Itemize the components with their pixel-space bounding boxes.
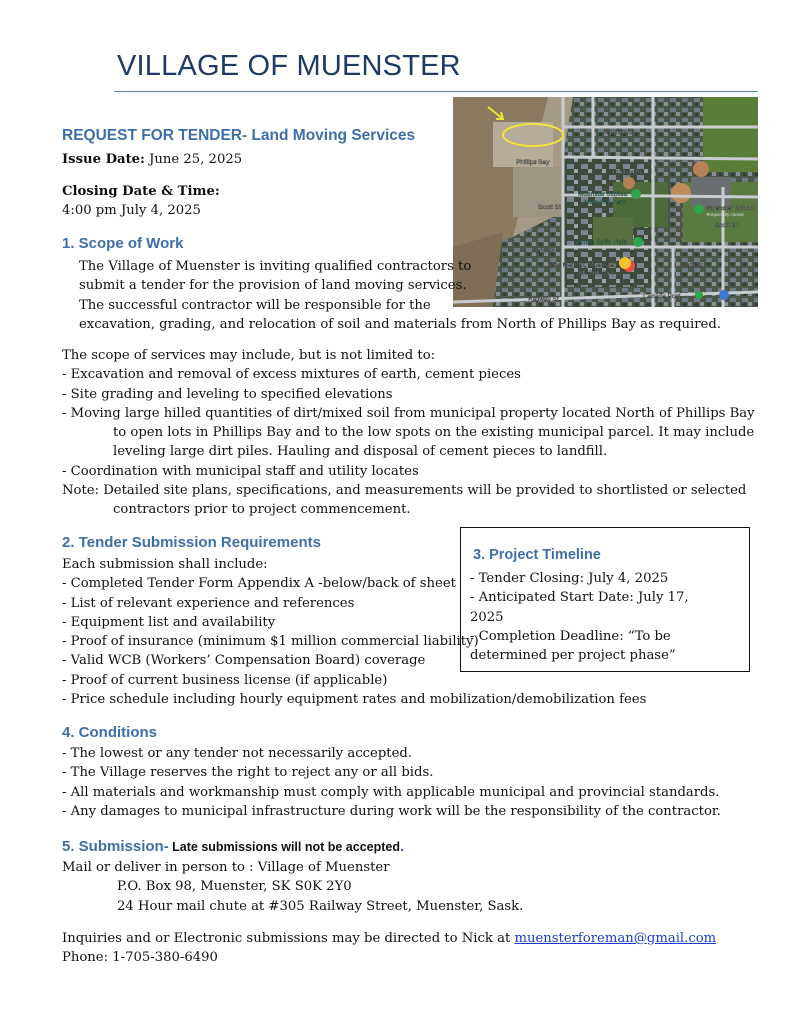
late-note-period: . bbox=[400, 838, 405, 855]
list-item: - Equipment list and availability bbox=[62, 614, 276, 630]
conditions-heading: 4. Conditions bbox=[62, 724, 157, 741]
map-label-jubilee-1: Muenster Jubilee bbox=[578, 191, 628, 198]
conditions-list bbox=[62, 744, 762, 821]
list-item: - Any damages to municipal infrastructure during work will be the responsibility of the contractor. bbox=[62, 803, 721, 819]
timeline-heading: 3. Project Timeline bbox=[473, 547, 601, 563]
list-item: - The Village reserves the right to reject any or all bids. bbox=[62, 765, 434, 781]
list-item: - List of relevant experience and references bbox=[62, 595, 355, 611]
map-label-railway: Railway St bbox=[528, 296, 559, 303]
scope-services bbox=[62, 346, 762, 520]
map-label-main-left: Main St bbox=[532, 248, 555, 255]
map-label-phillips-st: Phillips St bbox=[613, 169, 642, 176]
mail-line: Mail or deliver in person to : Village of Muenster bbox=[62, 860, 390, 875]
scope-heading: 1. Scope of Work bbox=[62, 235, 184, 252]
svg-text:Main St bbox=[532, 248, 554, 255]
list-item: - The lowest or any tender not necessarily accepted. bbox=[62, 746, 413, 761]
list-item: - Completed Tender Form Appendix A -below/back of sheet bbox=[62, 576, 456, 592]
map-label-jubilee-2: Memorial Park bbox=[584, 199, 626, 206]
map-label-scott-left: Scott St bbox=[538, 204, 561, 211]
list-item: - Site grading and leveling to specified elevations bbox=[62, 386, 393, 402]
list-item: - All materials and workmanship must comply with applicable municipal and provincial standards. bbox=[62, 784, 720, 800]
timeline-line: - Completion Deadline: “To be bbox=[470, 628, 671, 644]
timeline-lines bbox=[470, 569, 740, 665]
scope-intro-line: submit a tender for the provision of land moving services. bbox=[79, 278, 467, 294]
svg-text:Memorial Park bbox=[584, 199, 627, 206]
list-item: - Excavation and removal of excess mixtures of earth, cement pieces bbox=[62, 367, 521, 383]
submission-section bbox=[62, 858, 762, 916]
page-title: VILLAGE OF MUENSTER bbox=[117, 50, 461, 82]
submission-heading-line bbox=[62, 836, 404, 855]
list-item: - Price schedule including hourly equipment rates and mobilization/demobilization fees bbox=[62, 692, 647, 708]
scope-intro bbox=[79, 257, 769, 334]
list-item: - Proof of current business license (if applicable) bbox=[62, 672, 388, 688]
timeline-box bbox=[460, 527, 750, 672]
note-item: Note: Detailed site plans, specifications, and measurements will be provided to shortlisted or selected contractors prior to project commencement. bbox=[62, 483, 747, 518]
map-label-kuffe: James Kuffe Field bbox=[575, 239, 627, 246]
services-list bbox=[62, 365, 762, 519]
email-link[interactable]: muensterforeman@gmail.com bbox=[514, 931, 717, 946]
svg-text:Scott St bbox=[715, 222, 738, 229]
list-item: - Valid WCB (Workers’ Compensation Board) coverage bbox=[62, 653, 426, 669]
scope-intro-line: The Village of Muenster is inviting qualified contractors to bbox=[79, 259, 472, 274]
services-intro: The scope of services may include, but is not limited to: bbox=[62, 348, 436, 363]
svg-text:James Kuffe Field bbox=[575, 239, 627, 246]
svg-text:Temporarily closed bbox=[706, 212, 744, 217]
address-line: P.O. Box 98, Muenster, SK S0K 2Y0 bbox=[117, 879, 352, 895]
contact-section bbox=[62, 929, 762, 968]
map-label-canada-post: Canada Post bbox=[643, 293, 681, 300]
issue-date-value: June 25, 2025 bbox=[144, 152, 243, 167]
request-heading: REQUEST FOR TENDER- Land Moving Services bbox=[62, 127, 416, 144]
inquiries-text: Inquiries and or Electronic submissions may be directed to Nick at bbox=[62, 931, 515, 946]
timeline-line: - Tender Closing: July 4, 2025 bbox=[470, 571, 669, 586]
scope-intro-line: excavation, grading, and relocation of soil and materials from North of Phillips Bay as required. bbox=[79, 316, 721, 332]
closing-value: 4:00 pm July 4, 2025 bbox=[62, 203, 201, 218]
issue-date bbox=[62, 150, 242, 169]
svg-text:Phillips Bay bbox=[516, 159, 550, 166]
svg-text:Muenster Jubilee bbox=[578, 191, 628, 198]
scope-intro-line: The successful contractor will be responsible for the bbox=[79, 297, 431, 313]
title-rule bbox=[114, 91, 758, 92]
svg-text:Taphorn St bbox=[603, 129, 635, 136]
map-label-address-2: SK S0K 2Y0 bbox=[578, 270, 615, 277]
timeline-line: 2025 bbox=[470, 609, 504, 625]
tender-heading: 2. Tender Submission Requirements bbox=[62, 534, 321, 551]
late-note: Late submissions will not be accepted bbox=[168, 840, 400, 854]
map-label-taphorn: Taphorn St bbox=[603, 129, 635, 136]
svg-text:Phillips St bbox=[613, 169, 642, 176]
map-label-phillips-bay: Phillips Bay bbox=[516, 159, 550, 166]
map-label-school-1: Muenster School bbox=[706, 205, 755, 212]
timeline-line: - Anticipated Start Date: July 17, bbox=[470, 590, 689, 606]
map-label-address-1: 204 Main St, Muenster, bbox=[550, 262, 617, 269]
phone-line: Phone: 1-705-380-6490 bbox=[62, 950, 218, 966]
map-label-scott-right: Scott St bbox=[715, 222, 738, 229]
address-line: 24 Hour mail chute at #305 Railway Street, Muenster, Sask. bbox=[117, 898, 524, 914]
tender-intro: Each submission shall include: bbox=[62, 557, 268, 572]
map-label-school-2: Temporarily closed bbox=[706, 212, 744, 217]
submission-heading: 5. Submission- bbox=[62, 838, 169, 855]
timeline-line: determined per project phase” bbox=[470, 648, 676, 664]
conditions-section bbox=[62, 744, 762, 821]
svg-text:Scott St bbox=[538, 204, 561, 211]
inquiries-line bbox=[62, 929, 762, 948]
map-label-main-right: Main St bbox=[681, 262, 704, 269]
issue-date-label: Issue Date: bbox=[62, 152, 145, 167]
list-item: - Moving large hilled quantities of dirt/mixed soil from municipal property located North of Phillips Bay to open lots in Phillips Bay and to the low spots on the existing municipal parcel. It may include leveling large dirt piles. Hauling and disposal of cement pieces to landfill. bbox=[62, 405, 755, 460]
list-item: - Proof of insurance (minimum $1 million commercial liability) bbox=[62, 634, 479, 650]
svg-text:Muenster School bbox=[706, 205, 755, 212]
list-item: - Coordination with municipal staff and utility locates bbox=[62, 463, 419, 479]
closing-label: Closing Date & Time: bbox=[62, 184, 220, 199]
